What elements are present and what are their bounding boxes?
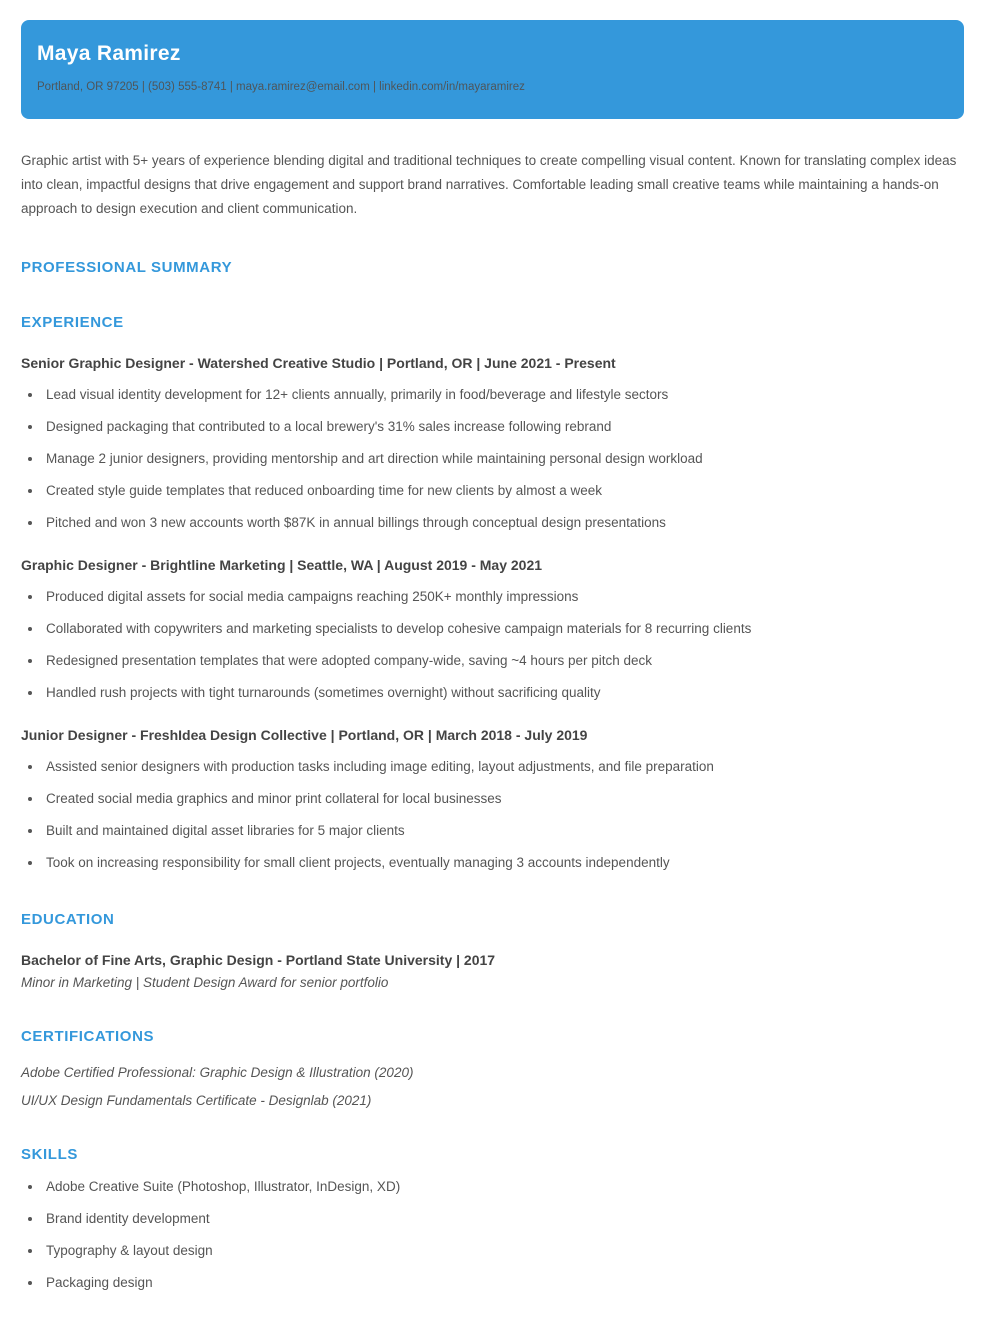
job-title: Graphic Designer - Brightline Marketing | Seattle, WA | August 2019 - May 2021 (21, 557, 543, 573)
job-bullet: • Redesigned presentation templates that were adopted company-wide, saving ~4 hours per pitch deck (43, 651, 968, 671)
job-bullet: • Lead visual identity development for 12+ clients annually, primarily in food/beverage and lifestyle sectors (43, 385, 968, 405)
job-bullet: • Created style guide templates that reduced onboarding time for new clients by almost a week (43, 481, 968, 501)
job-bullet: • Manage 2 junior designers, providing mentorship and art direction while maintaining personal design workload (43, 449, 968, 469)
job-bullet: • Built and maintained digital asset libraries for 5 major clients (43, 821, 968, 841)
job-bullet: • Handled rush projects with tight turnarounds (sometimes overnight) without sacrificing quality (43, 683, 968, 703)
section-title-education: EDUCATION (21, 911, 115, 928)
certification-item: Adobe Certified Professional: Graphic Design & Illustration (2020) (21, 1065, 414, 1080)
job-title: Junior Designer - FreshIdea Design Collective | Portland, OR | March 2018 - July 2019 (21, 727, 588, 743)
job-bullet: • Collaborated with copywriters and marketing specialists to develop cohesive campaign materials for 8 recurring clients (43, 619, 968, 639)
section-title-professional-summary: PROFESSIONAL SUMMARY (21, 259, 233, 276)
education-details: Minor in Marketing | Student Design Award for senior portfolio (21, 975, 389, 990)
job-bullet-list (21, 385, 968, 533)
job-bullet: • Produced digital assets for social media campaigns reaching 250K+ monthly impressions (43, 587, 968, 607)
job-bullet-list (21, 757, 968, 873)
section-title-skills: SKILLS (21, 1146, 78, 1163)
skills-list (21, 1177, 968, 1293)
section-title-experience: EXPERIENCE (21, 314, 124, 331)
skill-item: • Brand identity development (43, 1209, 968, 1229)
job-bullet: • Designed packaging that contributed to a local brewery's 31% sales increase following rebrand (43, 417, 968, 437)
summary-paragraph: Graphic artist with 5+ years of experience blending digital and traditional techniques to create compelling visual content. Known for translating complex ideas into clean, impactful designs that drive engagement and support brand narratives. Comfortable leading small creative teams while maintaining a hands-on approach to design execution and client communication. (21, 153, 957, 216)
certification-item: UI/UX Design Fundamentals Certificate - Designlab (2021) (21, 1093, 372, 1108)
contact-info: Portland, OR 97205 | (503) 555-8741 | maya.ramirez@email.com | linkedin.com/in/mayaramirez (37, 81, 525, 93)
job-title: Senior Graphic Designer - Watershed Creative Studio | Portland, OR | June 2021 - Present (21, 355, 616, 371)
skill-item: • Typography & layout design (43, 1241, 968, 1261)
job-bullet: • Created social media graphics and minor print collateral for local businesses (43, 789, 968, 809)
section-title-certifications: CERTIFICATIONS (21, 1028, 155, 1045)
job-bullet-list (21, 587, 968, 703)
job-bullet: • Pitched and won 3 new accounts worth $87K in annual billings through conceptual design presentations (43, 513, 968, 533)
skill-item: • Adobe Creative Suite (Photoshop, Illustrator, InDesign, XD) (43, 1177, 968, 1197)
resume-header (21, 20, 964, 119)
job-bullet: • Assisted senior designers with production tasks including image editing, layout adjustments, and file preparation (43, 757, 968, 777)
education-degree: Bachelor of Fine Arts, Graphic Design - Portland State University | 2017 (21, 952, 496, 968)
candidate-name: Maya Ramirez (37, 42, 181, 65)
job-bullet: • Took on increasing responsibility for small client projects, eventually managing 3 accounts independently (43, 853, 968, 873)
skill-item: • Packaging design (43, 1273, 968, 1293)
